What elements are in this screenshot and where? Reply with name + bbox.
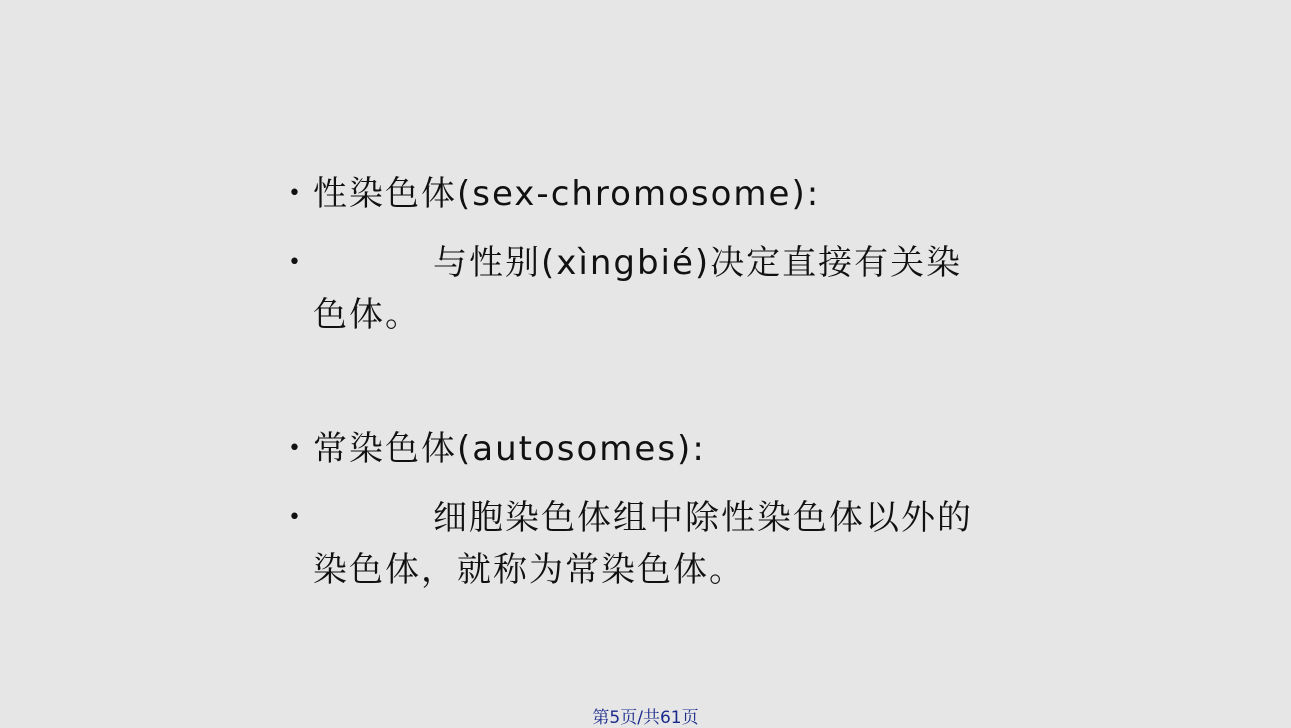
bullet-autosome-heading (286, 423, 986, 475)
bullet-sex-chromosome-heading (286, 168, 986, 220)
bullet-dot-icon: • (288, 436, 301, 461)
page-number-footer: 第5页/共61页 (592, 708, 699, 728)
bullet-dot-icon: • (288, 505, 301, 530)
bullet-dot-icon: • (288, 250, 301, 275)
bullet-text: 细胞染色体组中除性染色体以外的染色体，就称为常染色体。 (313, 498, 973, 590)
bullet-dot-icon: • (288, 181, 301, 206)
bullet-autosome-definition (286, 492, 986, 596)
bullet-text: 与性别(xìngbié)决定直接有关染色体。 (313, 243, 963, 335)
bullet-text: 性染色体(sex-chromosome): (313, 174, 821, 214)
slide-content (286, 168, 986, 596)
bullet-sex-chromosome-definition (286, 237, 986, 341)
bullet-text: 常染色体(autosomes): (313, 429, 706, 469)
